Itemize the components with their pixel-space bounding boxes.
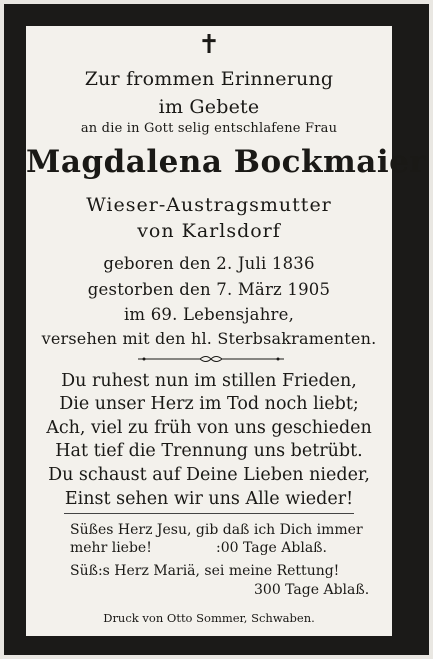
age-at-death: im 69. Lebensjahre, (123, 305, 295, 324)
deceased-occupation: Wieser-Austragsmutter (86, 194, 332, 216)
header-line-2: im Gebete (158, 96, 260, 118)
printer-imprint: Druck von Otto Sommer, Schwaben. (103, 611, 315, 625)
header-line-3: an die in Gott selig entschlafene Frau (80, 121, 338, 136)
prayer-mary: Süß:s Herz Mariä, sei meine Rettung! (70, 563, 340, 579)
ornament-divider (136, 354, 286, 364)
cross-icon: ✝ (198, 30, 220, 60)
deceased-place: von Karlsdorf (137, 220, 281, 242)
death-date: gestorben den 7. März 1905 (87, 280, 331, 299)
divider-rule (64, 513, 354, 514)
header-line-1: Zur frommen Erinnerung (84, 68, 334, 90)
sacraments-note: versehen mit den hl. Sterbsakramenten. (41, 329, 377, 348)
indulgence-mary: 300 Tage Ablaß. (254, 582, 370, 598)
prayer-jesus: Süßes Herz Jesu, gib daß ich Dich immer (70, 522, 363, 538)
memorial-card-frame (4, 4, 429, 655)
verse-line: Einst sehen wir uns Alle wieder! (64, 489, 354, 509)
verse-line: Du schaust auf Deine Lieben nieder, (48, 465, 370, 485)
indulgence-jesus: :00 Tage Ablaß. (216, 540, 327, 556)
verse-line: Hat tief die Trennung uns betrübt. (55, 441, 363, 461)
memorial-card-paper (26, 26, 427, 636)
verse-line: Du ruhest nun im stillen Frieden, (61, 371, 357, 391)
verse-line: Die unser Herz im Tod noch liebt; (59, 394, 359, 414)
verse-line: Ach, viel zu früh von uns geschieden (46, 418, 372, 438)
birth-date: geboren den 2. Juli 1836 (103, 254, 315, 273)
prayer-jesus-continued: mehr liebe! (70, 540, 152, 556)
deceased-name: Magdalena Bockmaier (26, 144, 427, 180)
